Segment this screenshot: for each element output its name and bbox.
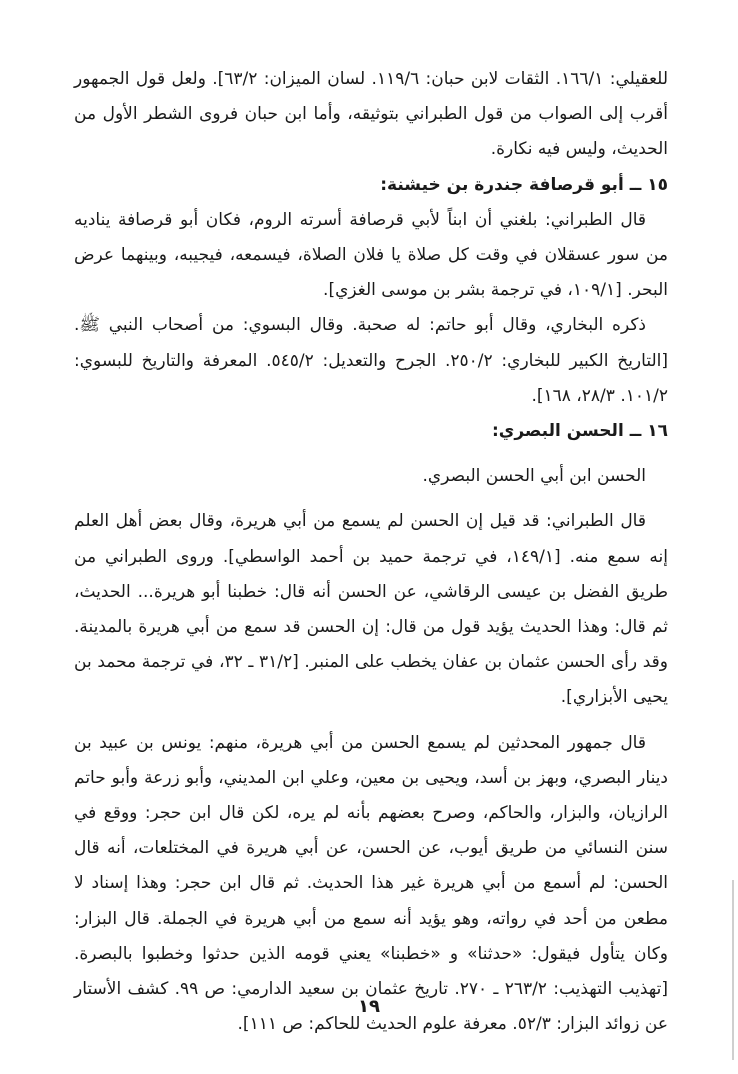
page-edge-shadow xyxy=(732,880,734,1060)
paragraph-tabarani-abu-qirsafa: قال الطبراني: بلغني أن ابناً لأبي قرصافة أسرته الروم، فكان أبو قرصافة يناديه من سور عسقلان في وقت كل صلاة يا فلان الصلاة، فيسمعه، فيجيبه، وبينهما عرض البحر. [١٠٩/١، في ترجمة بشر بن موسى الغزي]. xyxy=(74,209,668,301)
entry-heading-15: ١٥ ــ أبو قرصافة جندرة بن خيشنة: xyxy=(380,174,668,195)
entry-heading-16: ١٦ ــ الحسن البصري: xyxy=(491,421,668,442)
book-page xyxy=(74,62,668,1042)
paragraph-jumhur-muhaddithin: قال جمهور المحدثين لم يسمع الحسن من أبي هريرة، منهم: يونس بن عبيد بن دينار البصري، وبهز بن أسد، ويحيى بن معين، وعلي ابن المديني، وأبو زرعة وأبو حاتم الرازيان، والبزار، والحاكم، وصرح بعضهم بأنه لم يره، لكن قال ابن حجر: ووقع في سنن النسائي من طريق أيوب، عن الحسن، عن أبي هريرة في المختلعات، أنه قال الحسن: لم أسمع من أبي هريرة غير هذا الحديث. ثم قال ابن حجر: وهذا إسناد لا مطعن من أحد في رواته، وهو يؤيد أنه سمع من أبي هريرة في الجملة. قال البزار: وكان يتأول فيقول: «حدثنا» و «خطبنا» يعني قومه الذين حدثوا وخطبوا بالبصرة. [تهذيب التهذيب: ٢٦٣/٢ ـ ٢٧٠. تاريخ عثمان بن سعيد الدارمي: ص ٩٩. كشف الأستار عن زوائد البزار: ٥٢/٣. معرفة علوم الحديث للحاكم: ص ١١١]. xyxy=(74,732,669,1035)
paragraph-tabarani-hasan: قال الطبراني: قد قيل إن الحسن لم يسمع من أبي هريرة، وقال بعض أهل العلم إنه سمع منه. [١٤٩/١، في ترجمة حميد بن أحمد الواسطي]. وروى الطبراني من طريق الفضل بن عيسى الرقاشي، عن الحسن أنه قال: خطبنا أبو هريرة... الحديث، ثم قال: وهذا الحديث يؤيد قول من قال: إن الحسن قد سمع من أبي هريرة بالمدينة. وقد رأى الحسن عثمان بن عفان يخطب على المنبر. [٣١/٢ ـ ٣٢، في ترجمة محمد بن يحيى الأبزاري]. xyxy=(74,511,668,708)
page-number: ١٩ xyxy=(358,996,380,1017)
paragraph-bukhari-mention: ذكره البخاري، وقال أبو حاتم: له صحبة. وقال البسوي: من أصحاب النبي ﷺ. [التاريخ الكبير للبخاري: ٢٥٠/٢. الجرح والتعديل: ٥٤٥/٢. المعرفة والتاريخ للبسوي: ١٠١/٢. ٢٨/٣، ١٦٨]. xyxy=(74,315,668,406)
paragraph-continuation: للعقيلي: ١٦٦/١. الثقات لابن حبان: ١١٩/٦. لسان الميزان: ٦٣/٢]. ولعل قول الجمهور أقرب إلى الصواب من قول الطبراني بتوثيقه، وأما ابن حبان فروى الشطر الأول من الحديث، وليس فيه نكارة. xyxy=(74,69,668,160)
paragraph-hasan-name: الحسن ابن أبي الحسن البصري. xyxy=(422,466,646,487)
